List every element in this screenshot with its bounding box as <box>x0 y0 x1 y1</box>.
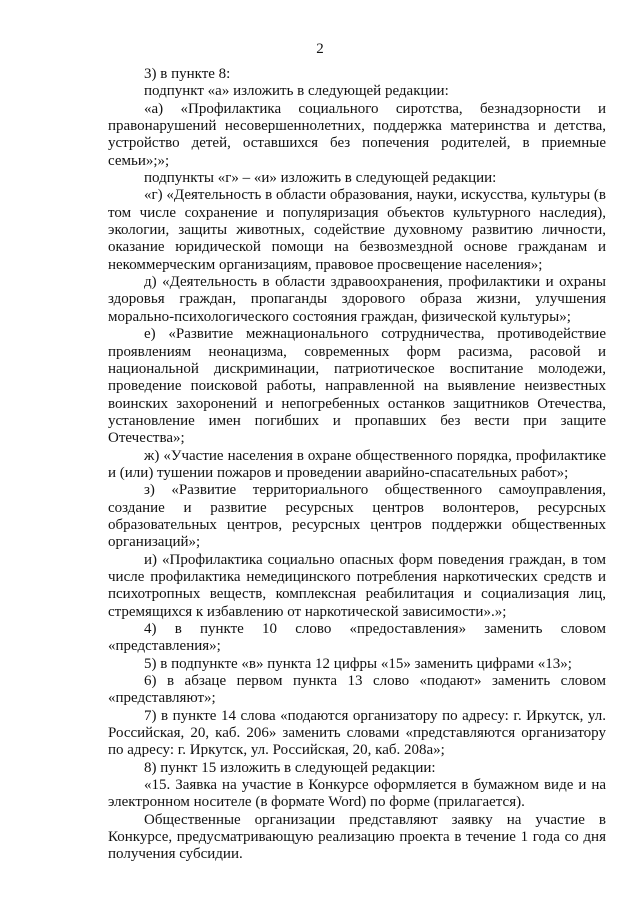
paragraph-item-5: 5) в подпункте «в» пункта 12 цифры «15» заменить цифрами «13»; <box>144 655 572 672</box>
paragraph-subpoint-a-text: «а) «Профилактика социального сиротства, безнадзорности и правонарушений несовершеннолетних, поддержка материнства и детства, устройство детей, оставшихся без попечения родителей, в приемные семьи»;»; <box>108 100 606 169</box>
paragraph-item-6: 6) в абзаце первом пункта 13 слово «подают» заменить словом «представляют»; <box>108 673 606 707</box>
paragraph-subpoint-i: и) «Профилактика социально опасных форм поведения граждан, в том числе профилактика немедицинского потребления наркотических средств и психотропных веществ, комплексная реабилитация и социализация лиц, стремящихся к избавлению от наркотической зависимости».»; <box>108 551 606 620</box>
paragraph-item-7: 7) в пункте 14 слова «подаются организатору по адресу: г. Иркутск, ул. Российская, 20, каб. 206» заменить словами «представляются организатору по адресу: г. Иркутск, ул. Российская, 20, каб. 208а»; <box>108 707 606 759</box>
paragraph-item-4: 4) в пункте 10 слово «предоставления» заменить словом «представления»; <box>108 621 606 655</box>
paragraph-subpoint-g: «г) «Деятельность в области образования, науки, искусства, культуры (в том числе сохранение и популяризация объектов культурного наследия), экологии, защиты животных, содействие духовному развитию личности, оказание юридической помощи на безвозмездной основе гражданам и некоммерческим организациям, правовое просвещение населения»; <box>108 187 606 273</box>
paragraph-subpoint-a-intro: подпункт «а» изложить в следующей редакции: <box>144 83 449 100</box>
paragraph-point-15-continuation: Общественные организации представляют заявку на участие в Конкурсе, предусматривающую реализацию проекта в течение 1 года со дня получения субсидии. <box>108 811 606 863</box>
paragraph-subpoint-z: з) «Развитие территориального общественного самоуправления, создание и развитие ресурсных центров волонтеров, ресурсных образовательных центров, ресурсных центров поддержки общественных организаций»; <box>108 482 606 551</box>
document-body <box>108 66 606 864</box>
paragraph-subpoint-d: д) «Деятельность в области здравоохранения, профилактики и охраны здоровья граждан, пропаганды здорового образа жизни, улучшения морально-психологического состояния граждан, физической культуры»; <box>108 274 606 325</box>
paragraph-subpoint-e: е) «Развитие межнационального сотрудничества, противодействие проявлениям неонацизма, современных форм расизма, расовой и национальной дискриминации, патриотическое воспитание молодежи, проведение поисковой работы, направленной на выявление неизвестных воинских захоронений и непогребенных останков защитников Отечества, установление имен погибших и пропавших без вести при защите Отечества»; <box>108 326 606 447</box>
paragraph-item-3-point-8: 3) в пункте 8: <box>144 66 231 82</box>
paragraph-subpoint-zh: ж) «Участие населения в охране общественного порядка, профилактике и (или) тушении пожаров и проведении аварийно-спасательных работ»; <box>108 447 606 481</box>
paragraph-point-15-text: «15. Заявка на участие в Конкурсе оформляется в бумажном виде и на электронном носителе (в формате Word) по форме (прилагается). <box>108 777 606 811</box>
paragraph-subpoints-g-i-intro: подпункты «г» – «и» изложить в следующей редакции: <box>144 170 497 187</box>
page-number: 2 <box>316 41 324 57</box>
paragraph-item-8: 8) пункт 15 изложить в следующей редакции: <box>144 759 436 776</box>
